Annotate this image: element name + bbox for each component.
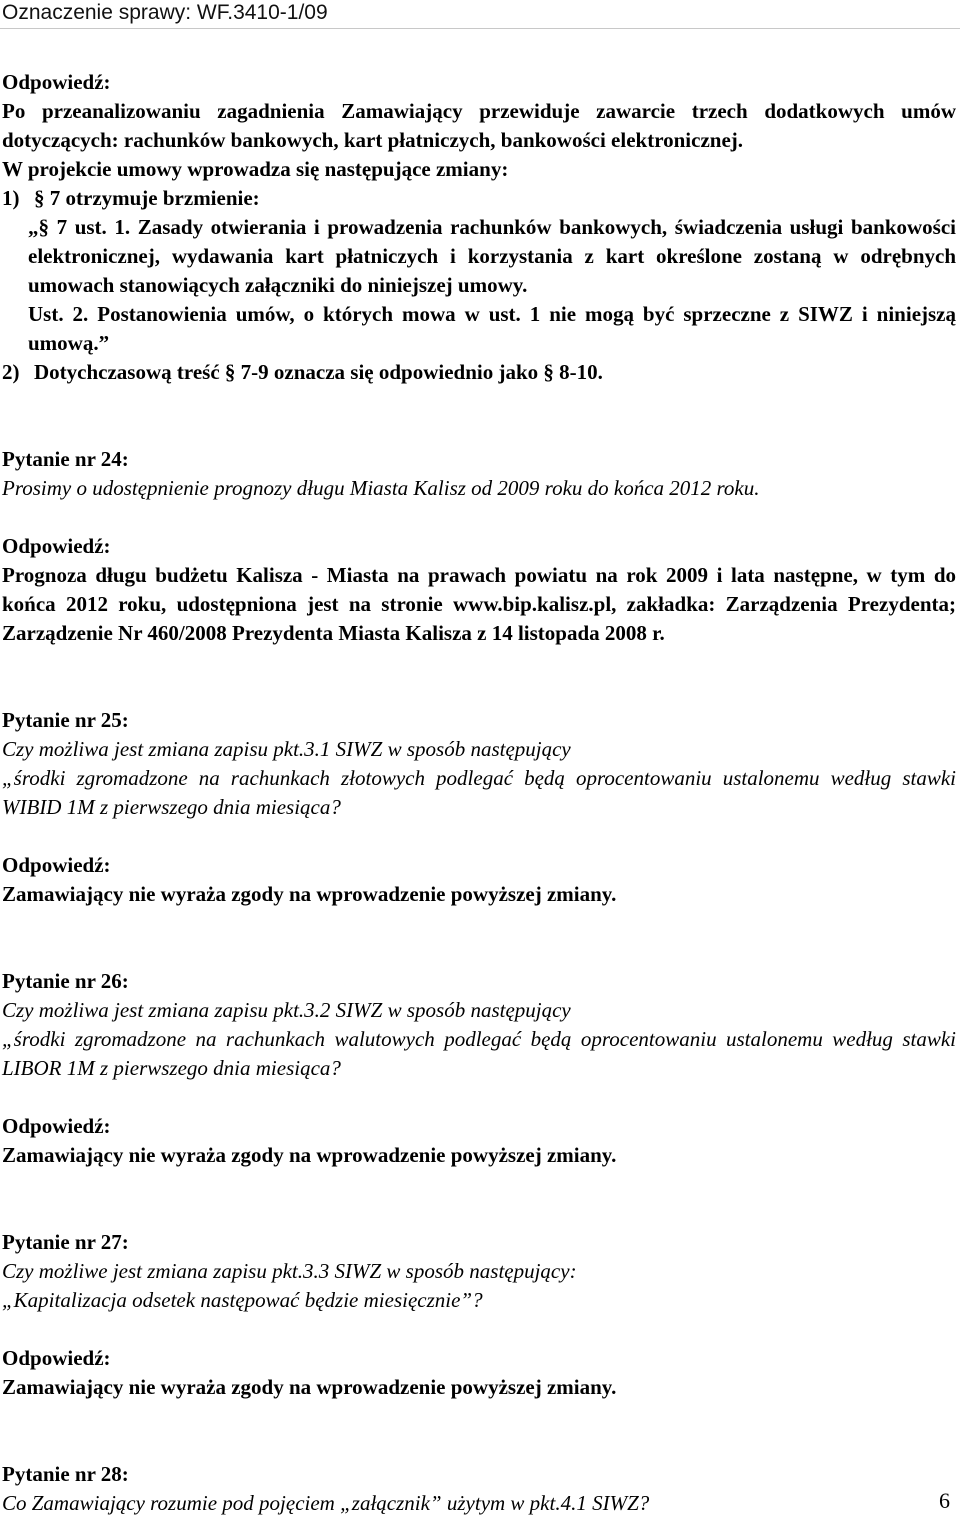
- question-25-quote: „środki zgromadzone na rachunkach złotowych podlegać będą oprocentowaniu ustalonemu według stawki WIBID 1M z pierwszego dnia miesiąca?: [2, 766, 956, 819]
- question-27-answer: Zamawiający nie wyraża zgody na wprowadzenie powyższej zmiany.: [2, 1375, 617, 1399]
- change-item-2: [2, 358, 956, 387]
- question-28-text: Co Zamawiający rozumie pod pojęciem „załącznik” użytym w pkt.4.1 SIWZ?: [2, 1491, 650, 1515]
- quoted-paragraph-ust-2: Ust. 2. Postanowienia umów, o których mowa w ust. 1 nie mogą być sprzeczne z SIWZ i niniejszą umową.”: [28, 302, 956, 355]
- document-body: [2, 68, 956, 1518]
- question-24-answer-label: Odpowiedź:: [2, 534, 111, 558]
- answer-paragraph: Po przeanalizowaniu zagadnienia Zamawiający przewiduje zawarcie trzech dodatkowych umów dotyczących: rachunków bankowych, kart płatniczych, bankowości elektronicznej.: [2, 99, 956, 152]
- question-24-text: Prosimy o udostępnienie prognozy długu Miasta Kalisz od 2009 roku do końca 2012 roku.: [2, 476, 760, 500]
- question-25-text: Czy możliwa jest zmiana zapisu pkt.3.1 SIWZ w sposób następujący: [2, 737, 571, 761]
- page-number: 6: [939, 1488, 950, 1513]
- change-item-1-text: § 7 otrzymuje brzmienie:: [34, 186, 260, 210]
- header-divider: [0, 28, 960, 29]
- question-24-answer: Prognoza długu budżetu Kalisza - Miasta na prawach powiatu na rok 2009 i lata następne, w tym do końca 2012 roku, udostępniona jest na stronie www.bip.kalisz.pl, zakładka: Zarządzenia Prezydenta; Zarządzenie Nr 460/2008 Prezydenta Miasta Kalisza z 14 listopada 2008 r.: [2, 563, 956, 645]
- case-reference-header: Oznaczenie sprawy: WF.3410-1/09: [2, 1, 328, 24]
- question-25-answer-label: Odpowiedź:: [2, 853, 111, 877]
- change-item-2-text: Dotychczasową treść § 7-9 oznacza się odpowiednio jako § 8-10.: [34, 360, 603, 384]
- question-27-quote: „Kapitalizacja odsetek następować będzie miesięcznie”?: [2, 1288, 483, 1312]
- question-27-answer-label: Odpowiedź:: [2, 1346, 111, 1370]
- change-item-1: [2, 184, 956, 213]
- question-24-label: Pytanie nr 24:: [2, 447, 129, 471]
- change-item-2-number: 2): [2, 360, 20, 384]
- quoted-paragraph-section-7: „§ 7 ust. 1. Zasady otwierania i prowadzenia rachunków bankowych, świadczenia usługi bankowości elektronicznej, wydawania kart płatniczych i korzystania z kart określone zostaną w odrębnych umowach stanowiących załączniki do niniejszej umowy.: [28, 215, 956, 297]
- answer-label: Odpowiedź:: [2, 70, 111, 94]
- question-27-label: Pytanie nr 27:: [2, 1230, 129, 1254]
- changes-intro: W projekcie umowy wprowadza się następujące zmiany:: [2, 157, 509, 181]
- question-26-label: Pytanie nr 26:: [2, 969, 129, 993]
- question-26-answer-label: Odpowiedź:: [2, 1114, 111, 1138]
- question-28-label: Pytanie nr 28:: [2, 1462, 129, 1486]
- question-27-text: Czy możliwe jest zmiana zapisu pkt.3.3 SIWZ w sposób następujący:: [2, 1259, 577, 1283]
- question-25-answer: Zamawiający nie wyraża zgody na wprowadzenie powyższej zmiany.: [2, 882, 617, 906]
- question-25-label: Pytanie nr 25:: [2, 708, 129, 732]
- question-26-text: Czy możliwa jest zmiana zapisu pkt.3.2 SIWZ w sposób następujący: [2, 998, 571, 1022]
- question-26-answer: Zamawiający nie wyraża zgody na wprowadzenie powyższej zmiany.: [2, 1143, 617, 1167]
- change-item-1-number: 1): [2, 186, 20, 210]
- question-26-quote: „środki zgromadzone na rachunkach walutowych podlegać będą oprocentowaniu ustalonemu według stawki LIBOR 1M z pierwszego dnia miesiąca?: [2, 1027, 956, 1080]
